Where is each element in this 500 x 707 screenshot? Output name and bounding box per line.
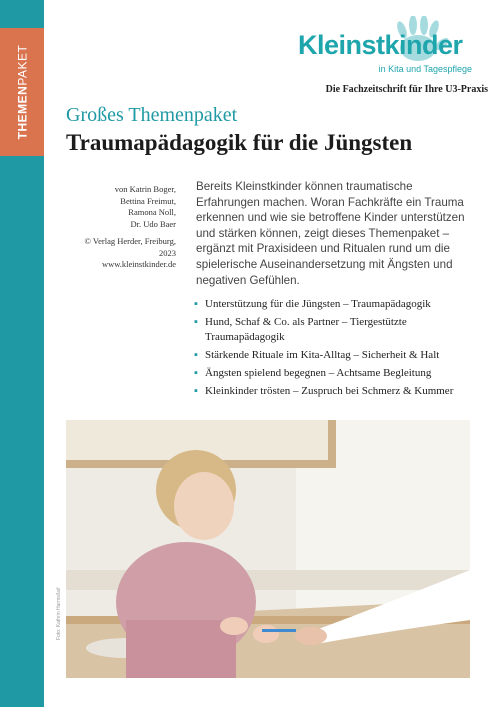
magazine-tagline: Die Fachzeitschrift für Ihre U3-Praxis (325, 84, 488, 95)
section-tab-label (15, 45, 29, 140)
topic-text: Stärkende Rituale im Kita-Alltag – Sicherheit & Halt (205, 349, 440, 361)
logo-wordmark: Kleinstkinder (298, 30, 463, 60)
square-bullet-icon: ▪ (194, 385, 198, 397)
author-line: Ramona Noll, (128, 207, 176, 217)
child-at-table-illustration (66, 420, 470, 678)
author-line: Bettina Freimut, (120, 195, 176, 206)
square-bullet-icon: ▪ (194, 316, 198, 328)
copyright-line: © Verlag Herder, Freiburg, 2023 (84, 236, 176, 258)
topic-text: Ängsten spielend begegnen – Achtsame Begleitung (205, 367, 432, 379)
list-item (194, 315, 484, 345)
list-item (194, 348, 484, 363)
sidebar-stripe (0, 0, 44, 707)
list-item (194, 297, 484, 312)
cover-photo (66, 420, 470, 678)
topic-list (194, 297, 484, 402)
page-title: Traumapädagogik für die Jüngsten (66, 130, 413, 155)
topic-text: Hund, Schaf & Co. als Partner – Tiergestützte Traumapädagogik (205, 316, 407, 343)
square-bullet-icon: ▪ (194, 367, 198, 379)
topic-text: Unterstützung für die Jüngsten – Traumapädagogik (205, 298, 431, 310)
topic-text: Kleinkinder trösten – Zuspruch bei Schmerz & Kummer (205, 385, 454, 397)
magazine-logo (292, 16, 488, 76)
author-line: Dr. Udo Baer (130, 218, 176, 229)
section-tab (0, 28, 44, 156)
section-tab-rest: PAKET (15, 44, 30, 86)
website-link[interactable]: www.kleinstkinder.de (101, 259, 176, 269)
list-item (194, 366, 484, 381)
intro-paragraph: Bereits Kleinstkinder können traumatische Erfahrungen machen. Woran Fachkräfte ein Trauma erkennen und wie sie betroffene Kinder unterstützen und stärken können, zeigt dieses Themenpaket – ergänzt mit Praxisideen und Ritualen rund um die spielerische Auseinandersetzung mit Ängsten und negativen Gefühlen. (196, 180, 465, 287)
byline (70, 184, 176, 271)
kicker: Großes Themenpaket (66, 104, 238, 126)
section-tab-bold: THEMEN (15, 85, 30, 140)
author-line: von Katrin Boger, (114, 184, 176, 194)
list-item (194, 384, 484, 399)
square-bullet-icon: ▪ (194, 298, 198, 310)
logo-subtitle: in Kita und Tagespflege (378, 64, 472, 74)
photo-credit: Foto: Kathrin Harms/laif (56, 587, 62, 640)
square-bullet-icon: ▪ (194, 349, 198, 361)
